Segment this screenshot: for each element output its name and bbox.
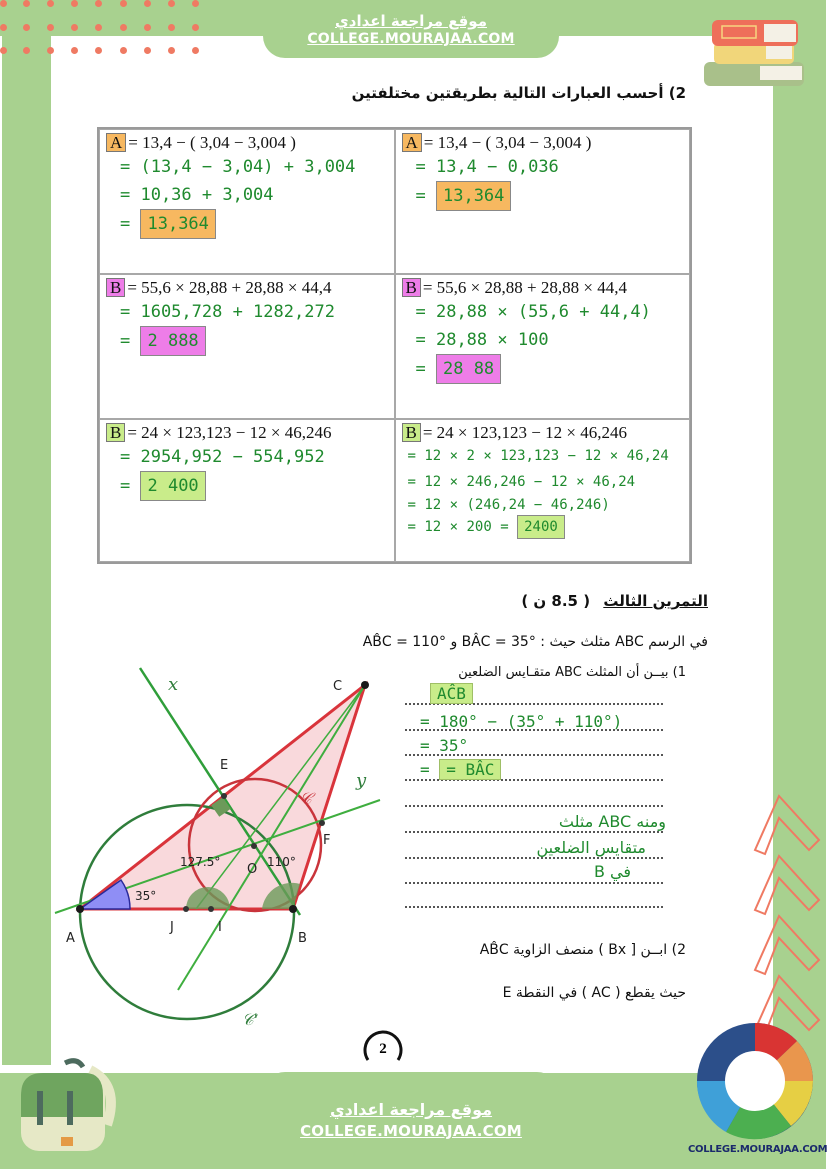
answer-step: = 180° − (35° + 110°) xyxy=(420,712,623,731)
expression-b2: = 24 × 123,123 − 12 × 46,246 xyxy=(422,423,627,442)
svg-text:35°: 35° xyxy=(135,889,157,903)
footer-banner xyxy=(263,1072,559,1169)
point-label-a: A xyxy=(66,931,75,946)
header-site-url[interactable]: COLLEGE.MOURAJAA.COM xyxy=(307,31,515,47)
answer-line xyxy=(405,805,663,807)
page-number: 2 xyxy=(358,1028,408,1070)
step: = 12 × 246,246 − 12 × 46,24 xyxy=(407,474,636,490)
svg-text:127.5°: 127.5° xyxy=(180,855,221,869)
point-label-b: B xyxy=(298,931,307,946)
cell-b-method-2: B = 55,6 × 28,88 + 28,88 × 44,4 = 28,88 × (55,6 + 44,4) = 28,88 × 100 = 28 88 xyxy=(395,274,691,419)
point-label-j: J xyxy=(170,920,174,935)
svg-text:110°: 110° xyxy=(267,855,296,869)
result-box: 2 400 xyxy=(140,471,205,501)
cell-c-method-2 xyxy=(395,419,691,562)
point-label-c: C xyxy=(333,679,343,694)
question-1-text: 1) بيــن أن المثلث ABC متقـايس الضلعين xyxy=(458,665,686,680)
exercise-3-statement: في الرسم ABC مثلث حيث : BÂC = 35° و AB̂C = 110° xyxy=(362,634,708,650)
step: = 28,88 × (55,6 + 44,4) xyxy=(415,302,651,322)
label-a: A xyxy=(402,133,422,152)
step: = 12 × 200 = xyxy=(407,519,509,535)
footer-site-url[interactable]: COLLEGE.MOURAJAA.COM xyxy=(300,1122,522,1140)
svg-text:y: y xyxy=(356,770,367,791)
step: = 12 × 2 × 123,123 − 12 × 46,24 xyxy=(407,448,669,464)
step: = 13,4 − 0,036 xyxy=(415,157,559,177)
label-b2: B xyxy=(402,423,421,442)
point-label-f: F xyxy=(323,833,331,848)
step: = 1605,728 + 1282,272 xyxy=(120,302,335,322)
result-box: 13,364 xyxy=(140,209,215,239)
cell-a-method-1: A = 13,4 − ( 3,04 − 3,004 ) = (13,4 − 3,04) + 3,004 = 10,36 + 3,004 = 13,364 xyxy=(99,129,395,274)
cell-a-method-2: A = 13,4 − ( 3,04 − 3,004 ) = 13,4 − 0,036 = 13,364 xyxy=(395,129,691,274)
result-box: 2 888 xyxy=(140,326,205,356)
brand-url-label[interactable]: COLLEGE.MOURAJAA.COM xyxy=(688,1144,827,1155)
answer-line xyxy=(405,831,663,833)
answer-step: متقايس الضلعين xyxy=(536,838,646,857)
point-label-o: O xyxy=(247,862,258,877)
question-2-title: 2) أحسب العبارات التالية بطريقتين مختلفتين xyxy=(351,84,686,102)
backpack-icon xyxy=(15,1055,115,1155)
footer-site-name: موقع مراجعة اعدادي xyxy=(329,1100,493,1119)
result-box: 13,364 xyxy=(436,181,511,211)
label-b: B xyxy=(402,278,421,297)
step: = (13,4 − 3,04) + 3,004 xyxy=(120,157,356,177)
svg-text:𝒞: 𝒞 xyxy=(300,789,312,808)
label-b: B xyxy=(106,278,125,297)
label-b2: B xyxy=(106,423,125,442)
exercise-3-heading xyxy=(521,592,708,610)
answer-step: = 35° xyxy=(420,736,469,755)
expression-a: = 13,4 − ( 3,04 − 3,004 ) xyxy=(423,133,592,152)
answer-line xyxy=(405,906,663,908)
point-label-e: E xyxy=(220,758,229,773)
header-site-name: موقع مراجعة اعدادي xyxy=(335,12,487,30)
question-2-line-2: حيث يقطع ( AC ) في النقطة E xyxy=(502,985,686,1001)
cell-c-method-1: B = 24 × 123,123 − 12 × 46,246 = 2954,952 − 554,952 = 2 400 xyxy=(99,419,395,562)
answer-step: = = BÂC xyxy=(420,760,501,779)
step: = 12 × (246,24 − 46,246) xyxy=(407,497,610,513)
svg-text:x: x xyxy=(168,674,179,695)
triangle-figure xyxy=(55,660,400,1029)
books-icon xyxy=(700,12,812,92)
result-box: 28 88 xyxy=(436,354,501,384)
chevron-up-decoration-icon xyxy=(733,790,825,1030)
answer-step: AĈB xyxy=(430,684,473,703)
calculation-table xyxy=(97,127,692,564)
expression-a: = 13,4 − ( 3,04 − 3,004 ) xyxy=(128,133,296,152)
step: = 28,88 × 100 xyxy=(415,330,549,350)
exercise-3-title: التمرين الثالث xyxy=(603,592,708,610)
header-banner xyxy=(263,0,559,58)
cell-b-method-1: B = 55,6 × 28,88 + 28,88 × 44,4 = 1605,728 + 1282,272 = 2 888 xyxy=(99,274,395,419)
answer-step: في B xyxy=(593,862,631,881)
question-2-line-1: 2) ابــن [ Bx ) منصف الزاوية AB̂C xyxy=(479,942,686,958)
answer-line xyxy=(405,857,663,859)
expression-b: = 55,6 × 28,88 + 28,88 × 44,4 xyxy=(127,278,332,297)
answer-step: ومنه ABC مثلث xyxy=(558,812,666,831)
point-label-i: I xyxy=(218,920,222,935)
expression-b2: = 24 × 123,123 − 12 × 46,246 xyxy=(127,423,332,442)
exercise-3-points: ( 8.5 ن ) xyxy=(521,592,591,610)
frame-left-strip xyxy=(2,0,51,1065)
step: = 2954,952 − 554,952 xyxy=(120,447,325,467)
expression-b: = 55,6 × 28,88 + 28,88 × 44,4 xyxy=(422,278,627,297)
svg-text:𝒞': 𝒞' xyxy=(242,1010,259,1029)
label-a: A xyxy=(106,133,126,152)
college-logo-icon xyxy=(696,1022,814,1140)
step: = 10,36 + 3,004 xyxy=(120,185,274,205)
result-box: 2400 xyxy=(517,515,565,539)
answer-line xyxy=(405,882,663,884)
